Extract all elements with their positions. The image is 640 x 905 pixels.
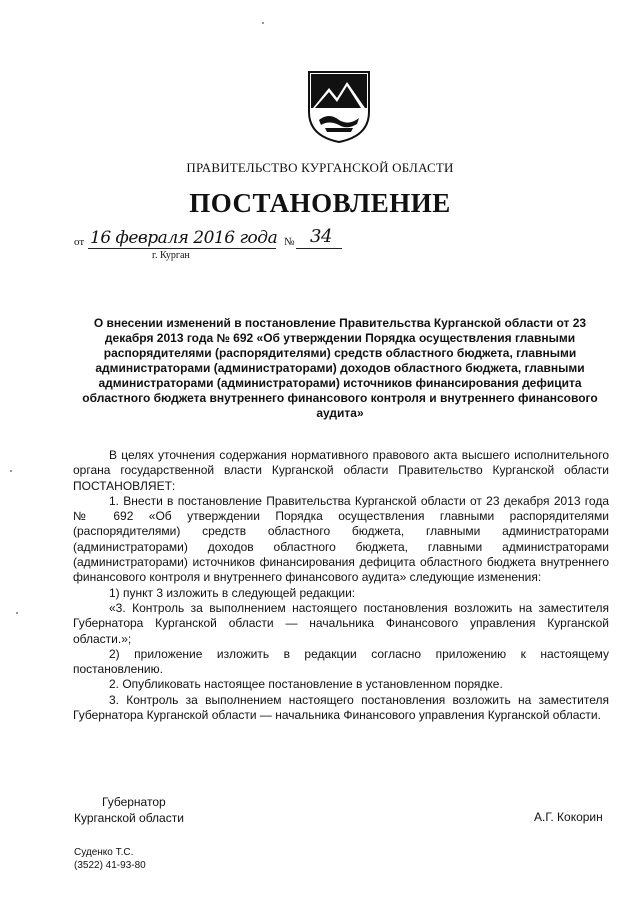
- signatory-position-line1: Губернатор: [102, 795, 166, 809]
- scan-speck: [16, 612, 18, 614]
- body-paragraph: «3. Контроль за выполнением настоящего постановления возложить на заместителя Губернатора Курганской области — начальника Финансового управления Курганской области.»;: [73, 600, 609, 646]
- executor-block: [74, 846, 146, 872]
- number-underline: [296, 248, 342, 249]
- scan-speck: [262, 22, 264, 24]
- body-paragraph: 2. Опубликовать настоящее постановление в установленном порядке.: [109, 677, 503, 692]
- date-underline: [88, 248, 276, 249]
- date-number-block: [74, 228, 374, 268]
- body-paragraph: 3. Контроль за выполнением настоящего постановления возложить на заместителя Губернатора Курганской области — начальника Финансового управления Курганской области.: [73, 692, 609, 723]
- executor-phone: (3522) 41-93-80: [74, 860, 146, 871]
- body-paragraph: В целях уточнения содержания нормативного правового акта высшего исполнительного органа государственной власти Курганской области Правительство Курганской области ПОСТАНОВЛЯЕТ:: [73, 448, 609, 493]
- government-name: ПРАВИТЕЛЬСТВО КУРГАНСКОЙ ОБЛАСТИ: [186, 160, 454, 175]
- decree-number: 34: [310, 226, 332, 247]
- city-label: г. Курган: [152, 250, 190, 261]
- decree-subject: О внесении изменений в постановление Правительства Курганской области от 23 декабря 2013 года № 692 «Об утверждении Порядка осуществления главными распорядителями (распорядителями) средств областного бюджета, главными администраторами (администраторами) доходов областного бюджета, главными администраторами (администраторами) источников финансирования дефицита областного бюджета внутреннего финансового контроля и внутреннего финансового аудита»: [82, 316, 598, 420]
- decree-body: [73, 448, 609, 723]
- decree-date: 16 февраля 2016 года: [90, 228, 278, 248]
- date-from-label: от: [74, 236, 85, 248]
- body-paragraph: 1) пункт 3 изложить в следующей редакции:: [109, 585, 356, 600]
- executor-name: Суденко Т.С.: [74, 847, 134, 858]
- body-paragraph: 1. Внести в постановление Правительства Курганской области от 23 декабря 2013 года № 692 «Об утверждении Порядка осуществления главными распорядителями (распорядителями) средств областного бюджета, главными администраторами (администраторами) доходов областного бюджета, главными администраторами (администраторами) источников финансирования дефицита областного бюджета внутреннего финансового контроля и внутреннего финансового аудита» следующие изменения:: [73, 493, 609, 585]
- scan-speck: [10, 470, 12, 472]
- document-title: ПОСТАНОВЛЕНИЕ: [189, 188, 451, 218]
- signatory-position: [74, 794, 184, 826]
- kurgan-region-coat-of-arms-icon: [303, 68, 375, 144]
- body-paragraph: 2) приложение изложить в редакции согласно приложению к настоящему постановлению.: [73, 646, 609, 677]
- signatory-position-line2: Курганской области: [74, 811, 184, 825]
- signatory-name: А.Г. Кокорин: [534, 810, 603, 824]
- number-label: №: [284, 236, 295, 248]
